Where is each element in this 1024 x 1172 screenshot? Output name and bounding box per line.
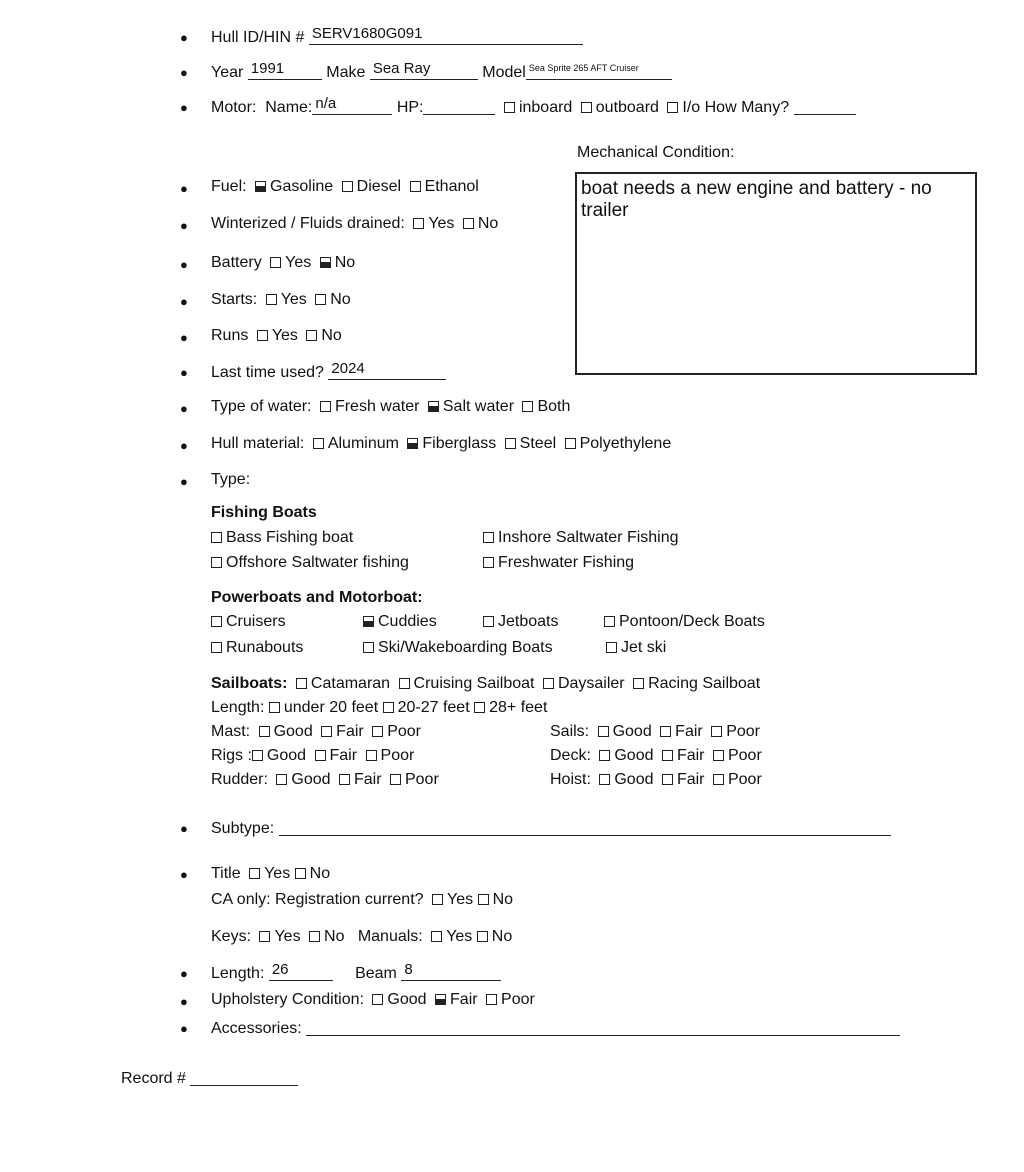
bullet: ●: [180, 65, 188, 80]
diesel-checkbox[interactable]: [342, 181, 353, 192]
deck-label: Deck:: [550, 747, 591, 764]
mast-fair-label: Fair: [336, 723, 364, 740]
racing-sailboat-checkbox[interactable]: [633, 678, 644, 689]
upholstery-row: [211, 992, 535, 1008]
title-yes-label: Yes: [264, 865, 291, 882]
inshore-option: [483, 530, 679, 546]
cruisers-checkbox[interactable]: [211, 616, 222, 627]
rudder-good-checkbox[interactable]: [276, 774, 287, 785]
subtype-label: Subtype:: [211, 820, 275, 837]
sail-length-label: Length:: [211, 699, 265, 716]
deck-poor-checkbox[interactable]: [713, 750, 724, 761]
deck-row: [550, 748, 762, 764]
winterized-label: Winterized / Fluids drained:: [211, 215, 405, 232]
rudder-fair-label: Fair: [353, 771, 382, 788]
starts-label: Starts:: [211, 291, 258, 308]
bullet: ●: [180, 181, 188, 196]
offshore-checkbox[interactable]: [211, 557, 222, 568]
bullet: ●: [180, 100, 188, 115]
starts-no-checkbox[interactable]: [315, 294, 326, 305]
registration-no-label: No: [492, 891, 514, 908]
mast-good-label: Good: [273, 723, 313, 740]
20-27-checkbox[interactable]: [383, 702, 394, 713]
sailboats-row: [211, 676, 760, 692]
keys-label: Keys:: [211, 928, 252, 945]
beam-label: Beam: [355, 965, 397, 982]
upholstery-poor-checkbox[interactable]: [486, 994, 497, 1005]
polyethylene-checkbox[interactable]: [565, 438, 576, 449]
starts-row: [211, 292, 351, 308]
record-field[interactable]: [190, 1069, 298, 1086]
sailboats-heading: Sailboats:: [211, 675, 288, 692]
hoist-poor-label: Poor: [727, 771, 762, 788]
cruisers-label: Cruisers: [226, 613, 286, 630]
gasoline-label: Gasoline: [270, 178, 334, 195]
battery-yes-checkbox[interactable]: [270, 257, 281, 268]
rigs-fair-label: Fair: [329, 747, 358, 764]
steel-label: Steel: [519, 435, 557, 452]
record-row: [121, 1069, 298, 1087]
record-label: Record #: [121, 1070, 186, 1087]
title-yes-checkbox[interactable]: [249, 868, 260, 879]
under-20-label: under 20 feet: [283, 699, 379, 716]
bullet: ●: [180, 1021, 188, 1036]
rigs-poor-checkbox[interactable]: [366, 750, 377, 761]
keys-no-label: No: [324, 928, 345, 945]
winterized-yes-label: Yes: [428, 215, 455, 232]
jetski-label: Jet ski: [621, 639, 667, 656]
hoist-good-label: Good: [614, 771, 654, 788]
battery-no-checkbox[interactable]: [320, 257, 331, 268]
fiberglass-checkbox[interactable]: [407, 438, 418, 449]
rigs-good-checkbox[interactable]: [252, 750, 263, 761]
inboard-checkbox[interactable]: [504, 102, 515, 113]
catamaran-label: Catamaran: [310, 675, 391, 692]
battery-no-label: No: [334, 254, 356, 271]
28-plus-label: 28+ feet: [489, 699, 548, 716]
daysailer-checkbox[interactable]: [543, 678, 554, 689]
ski-label: Ski/Wakeboarding Boats: [378, 639, 553, 656]
mast-label: Mast:: [211, 723, 251, 740]
last-used-field[interactable]: 2024: [328, 363, 446, 380]
bullet: ●: [180, 867, 188, 882]
hull-id-row: [211, 25, 583, 46]
bullet: ●: [180, 966, 188, 981]
water-row: [211, 399, 570, 415]
hull-id-field[interactable]: SERV1680G091: [309, 28, 583, 45]
keys-yes-label: Yes: [274, 928, 301, 945]
both-water-checkbox[interactable]: [522, 401, 533, 412]
fresh-water-checkbox[interactable]: [320, 401, 331, 412]
outboard-label: outboard: [595, 99, 659, 116]
mechanical-condition-label: Mechanical Condition:: [577, 144, 735, 161]
rudder-good-label: Good: [291, 771, 331, 788]
upholstery-poor-label: Poor: [501, 991, 535, 1008]
bullet: ●: [180, 257, 188, 272]
bullet: ●: [180, 438, 188, 453]
hoist-row: [550, 772, 762, 788]
make-label: Make: [326, 64, 366, 81]
manuals-yes-label: Yes: [446, 928, 473, 945]
subtype-row: [211, 819, 891, 837]
fishing-heading: Fishing Boats: [211, 504, 317, 521]
cuddies-option: [363, 614, 437, 630]
fiberglass-label: Fiberglass: [422, 435, 497, 452]
title-row: [211, 866, 330, 882]
racing-sailboat-label: Racing Sailboat: [648, 675, 761, 692]
bass-option: [211, 530, 353, 546]
winterized-no-label: No: [477, 215, 499, 232]
registration-row: [211, 892, 513, 908]
jetboats-checkbox[interactable]: [483, 616, 494, 627]
bullet: ●: [180, 474, 188, 489]
jetski-checkbox[interactable]: [606, 642, 617, 653]
registration-no-checkbox[interactable]: [478, 894, 489, 905]
offshore-label: Offshore Saltwater fishing: [226, 554, 409, 571]
starts-no-label: No: [330, 291, 351, 308]
manuals-no-label: No: [491, 928, 513, 945]
sails-label: Sails:: [550, 723, 590, 740]
starts-yes-label: Yes: [280, 291, 307, 308]
manuals-yes-checkbox[interactable]: [431, 931, 442, 942]
bullet: ●: [180, 365, 188, 380]
starts-yes-checkbox[interactable]: [266, 294, 277, 305]
bass-label: Bass Fishing boat: [226, 529, 354, 546]
ethanol-label: Ethanol: [424, 178, 479, 195]
rigs-label: Rigs :: [211, 747, 252, 764]
winterized-no-checkbox[interactable]: [463, 218, 474, 229]
salt-water-label: Salt water: [442, 398, 515, 415]
winterized-yes-checkbox[interactable]: [413, 218, 424, 229]
io-label: I/o How Many?: [682, 99, 790, 116]
salt-water-checkbox[interactable]: [428, 401, 439, 412]
keys-yes-checkbox[interactable]: [259, 931, 270, 942]
accessories-field[interactable]: [306, 1019, 900, 1036]
last-used-label: Last time used?: [211, 364, 324, 381]
subtype-field[interactable]: [279, 819, 891, 836]
20-27-label: 20-27 feet: [397, 699, 470, 716]
deck-good-checkbox[interactable]: [599, 750, 610, 761]
rudder-poor-checkbox[interactable]: [390, 774, 401, 785]
rigs-row: [211, 748, 414, 764]
steel-checkbox[interactable]: [505, 438, 516, 449]
accessories-row: [211, 1019, 900, 1037]
inboard-label: inboard: [518, 99, 573, 116]
runs-yes-checkbox[interactable]: [257, 330, 268, 341]
mast-poor-checkbox[interactable]: [372, 726, 383, 737]
registration-label: CA only: Registration current?: [211, 891, 424, 908]
both-water-label: Both: [537, 398, 571, 415]
deck-fair-label: Fair: [676, 747, 705, 764]
rudder-row: [211, 772, 439, 788]
sails-good-label: Good: [612, 723, 652, 740]
aluminum-checkbox[interactable]: [313, 438, 324, 449]
mast-fair-checkbox[interactable]: [321, 726, 332, 737]
length-field[interactable]: 26: [269, 964, 333, 981]
title-label: Title: [211, 865, 241, 882]
year-label: Year: [211, 64, 244, 81]
cruising-sailboat-checkbox[interactable]: [399, 678, 410, 689]
hp-field[interactable]: [423, 98, 495, 115]
sails-good-checkbox[interactable]: [598, 726, 609, 737]
runabouts-option: [211, 640, 303, 656]
mechanical-condition-box[interactable]: boat needs a new engine and battery - no trailer: [575, 172, 977, 375]
type-label: Type:: [211, 471, 251, 488]
hoist-poor-checkbox[interactable]: [713, 774, 724, 785]
rudder-label: Rudder:: [211, 771, 268, 788]
jetboats-label: Jetboats: [498, 613, 559, 630]
freshwater-option: [483, 555, 634, 571]
jetboats-option: [483, 614, 558, 630]
year-make-model-row: [211, 60, 672, 81]
bullet: ●: [180, 401, 188, 416]
hoist-fair-checkbox[interactable]: [662, 774, 673, 785]
bullet: ●: [180, 821, 188, 836]
hoist-fair-label: Fair: [676, 771, 705, 788]
keys-row: [211, 929, 512, 945]
cruisers-option: [211, 614, 286, 630]
mast-good-checkbox[interactable]: [259, 726, 270, 737]
ethanol-checkbox[interactable]: [410, 181, 421, 192]
runs-row: [211, 328, 342, 344]
battery-label: Battery: [211, 254, 262, 271]
hoist-label: Hoist:: [550, 771, 591, 788]
bullet: ●: [180, 30, 188, 45]
hull-material-row: [211, 436, 671, 452]
rigs-poor-label: Poor: [380, 747, 415, 764]
fuel-row: [211, 179, 479, 195]
freshwater-label: Freshwater Fishing: [498, 554, 635, 571]
runs-no-checkbox[interactable]: [306, 330, 317, 341]
beam-field[interactable]: 8: [401, 964, 501, 981]
bass-checkbox[interactable]: [211, 532, 222, 543]
upholstery-fair-checkbox[interactable]: [435, 994, 446, 1005]
pontoon-option: [604, 614, 765, 630]
runs-label: Runs: [211, 327, 249, 344]
upholstery-good-checkbox[interactable]: [372, 994, 383, 1005]
model-label: Model: [482, 64, 526, 81]
hoist-good-checkbox[interactable]: [599, 774, 610, 785]
title-no-checkbox[interactable]: [295, 868, 306, 879]
title-no-label: No: [309, 865, 331, 882]
bullet: ●: [180, 330, 188, 345]
sails-row: [550, 724, 760, 740]
under-20-checkbox[interactable]: [269, 702, 280, 713]
mast-poor-label: Poor: [387, 723, 421, 740]
battery-row: [211, 255, 355, 271]
hull-material-label: Hull material:: [211, 435, 305, 452]
aluminum-label: Aluminum: [327, 435, 399, 452]
registration-yes-checkbox[interactable]: [432, 894, 443, 905]
battery-yes-label: Yes: [285, 254, 312, 271]
inshore-label: Inshore Saltwater Fishing: [498, 529, 679, 546]
runs-yes-label: Yes: [271, 327, 298, 344]
28-plus-checkbox[interactable]: [474, 702, 485, 713]
sail-length-row: [211, 700, 547, 716]
hp-label: HP:: [396, 99, 424, 116]
outboard-checkbox[interactable]: [581, 102, 592, 113]
ski-option: [363, 640, 553, 656]
runabouts-label: Runabouts: [226, 639, 304, 656]
upholstery-good-label: Good: [387, 991, 427, 1008]
upholstery-label: Upholstery Condition:: [211, 991, 364, 1008]
hull-id-label: Hull ID/HIN #: [211, 29, 305, 46]
runs-no-label: No: [321, 327, 342, 344]
deck-fair-checkbox[interactable]: [662, 750, 673, 761]
fresh-water-label: Fresh water: [334, 398, 420, 415]
bullet: ●: [180, 294, 188, 309]
rudder-poor-label: Poor: [404, 771, 439, 788]
jetski-option: [606, 640, 666, 656]
motor-name-field[interactable]: n/a: [312, 98, 392, 115]
water-label: Type of water:: [211, 398, 312, 415]
registration-yes-label: Yes: [447, 891, 474, 908]
polyethylene-label: Polyethylene: [579, 435, 672, 452]
ski-checkbox[interactable]: [363, 642, 374, 653]
fuel-label: Fuel:: [211, 178, 247, 195]
rigs-fair-checkbox[interactable]: [315, 750, 326, 761]
catamaran-checkbox[interactable]: [296, 678, 307, 689]
offshore-option: [211, 555, 409, 571]
sails-poor-checkbox[interactable]: [711, 726, 722, 737]
last-used-row: [211, 360, 446, 381]
sails-fair-checkbox[interactable]: [660, 726, 671, 737]
winterized-row: [211, 216, 498, 232]
sails-poor-label: Poor: [726, 723, 760, 740]
diesel-label: Diesel: [356, 178, 402, 195]
pontoon-label: Pontoon/Deck Boats: [619, 613, 765, 630]
how-many-field[interactable]: [794, 98, 856, 115]
dimensions-row: [211, 961, 501, 982]
cruising-sailboat-label: Cruising Sailboat: [413, 675, 535, 692]
pontoon-checkbox[interactable]: [604, 616, 615, 627]
length-label: Length:: [211, 965, 265, 982]
deck-good-label: Good: [614, 747, 654, 764]
accessories-label: Accessories:: [211, 1020, 302, 1037]
bullet: ●: [180, 994, 188, 1009]
freshwater-checkbox[interactable]: [483, 557, 494, 568]
motor-label: Motor:: [211, 99, 257, 116]
inshore-checkbox[interactable]: [483, 532, 494, 543]
cuddies-label: Cuddies: [378, 613, 437, 630]
year-field[interactable]: 1991: [248, 63, 322, 80]
gasoline-checkbox[interactable]: [255, 181, 266, 192]
rudder-fair-checkbox[interactable]: [339, 774, 350, 785]
motor-name-label: Name:: [265, 99, 313, 116]
motor-row: [211, 95, 856, 116]
deck-poor-label: Poor: [727, 747, 762, 764]
rigs-good-label: Good: [266, 747, 307, 764]
cuddies-checkbox[interactable]: [363, 616, 374, 627]
sails-fair-label: Fair: [675, 723, 703, 740]
runabouts-checkbox[interactable]: [211, 642, 222, 653]
model-field[interactable]: Sea Sprite 265 AFT Cruiser: [526, 63, 672, 80]
upholstery-fair-label: Fair: [450, 991, 478, 1008]
daysailer-label: Daysailer: [557, 675, 625, 692]
keys-no-checkbox[interactable]: [309, 931, 320, 942]
io-checkbox[interactable]: [667, 102, 678, 113]
manuals-label: Manuals:: [357, 928, 423, 945]
mast-row: [211, 724, 421, 740]
bullet: ●: [180, 218, 188, 233]
power-heading: Powerboats and Motorboat:: [211, 589, 423, 606]
make-field[interactable]: Sea Ray: [370, 63, 478, 80]
manuals-no-checkbox[interactable]: [477, 931, 488, 942]
